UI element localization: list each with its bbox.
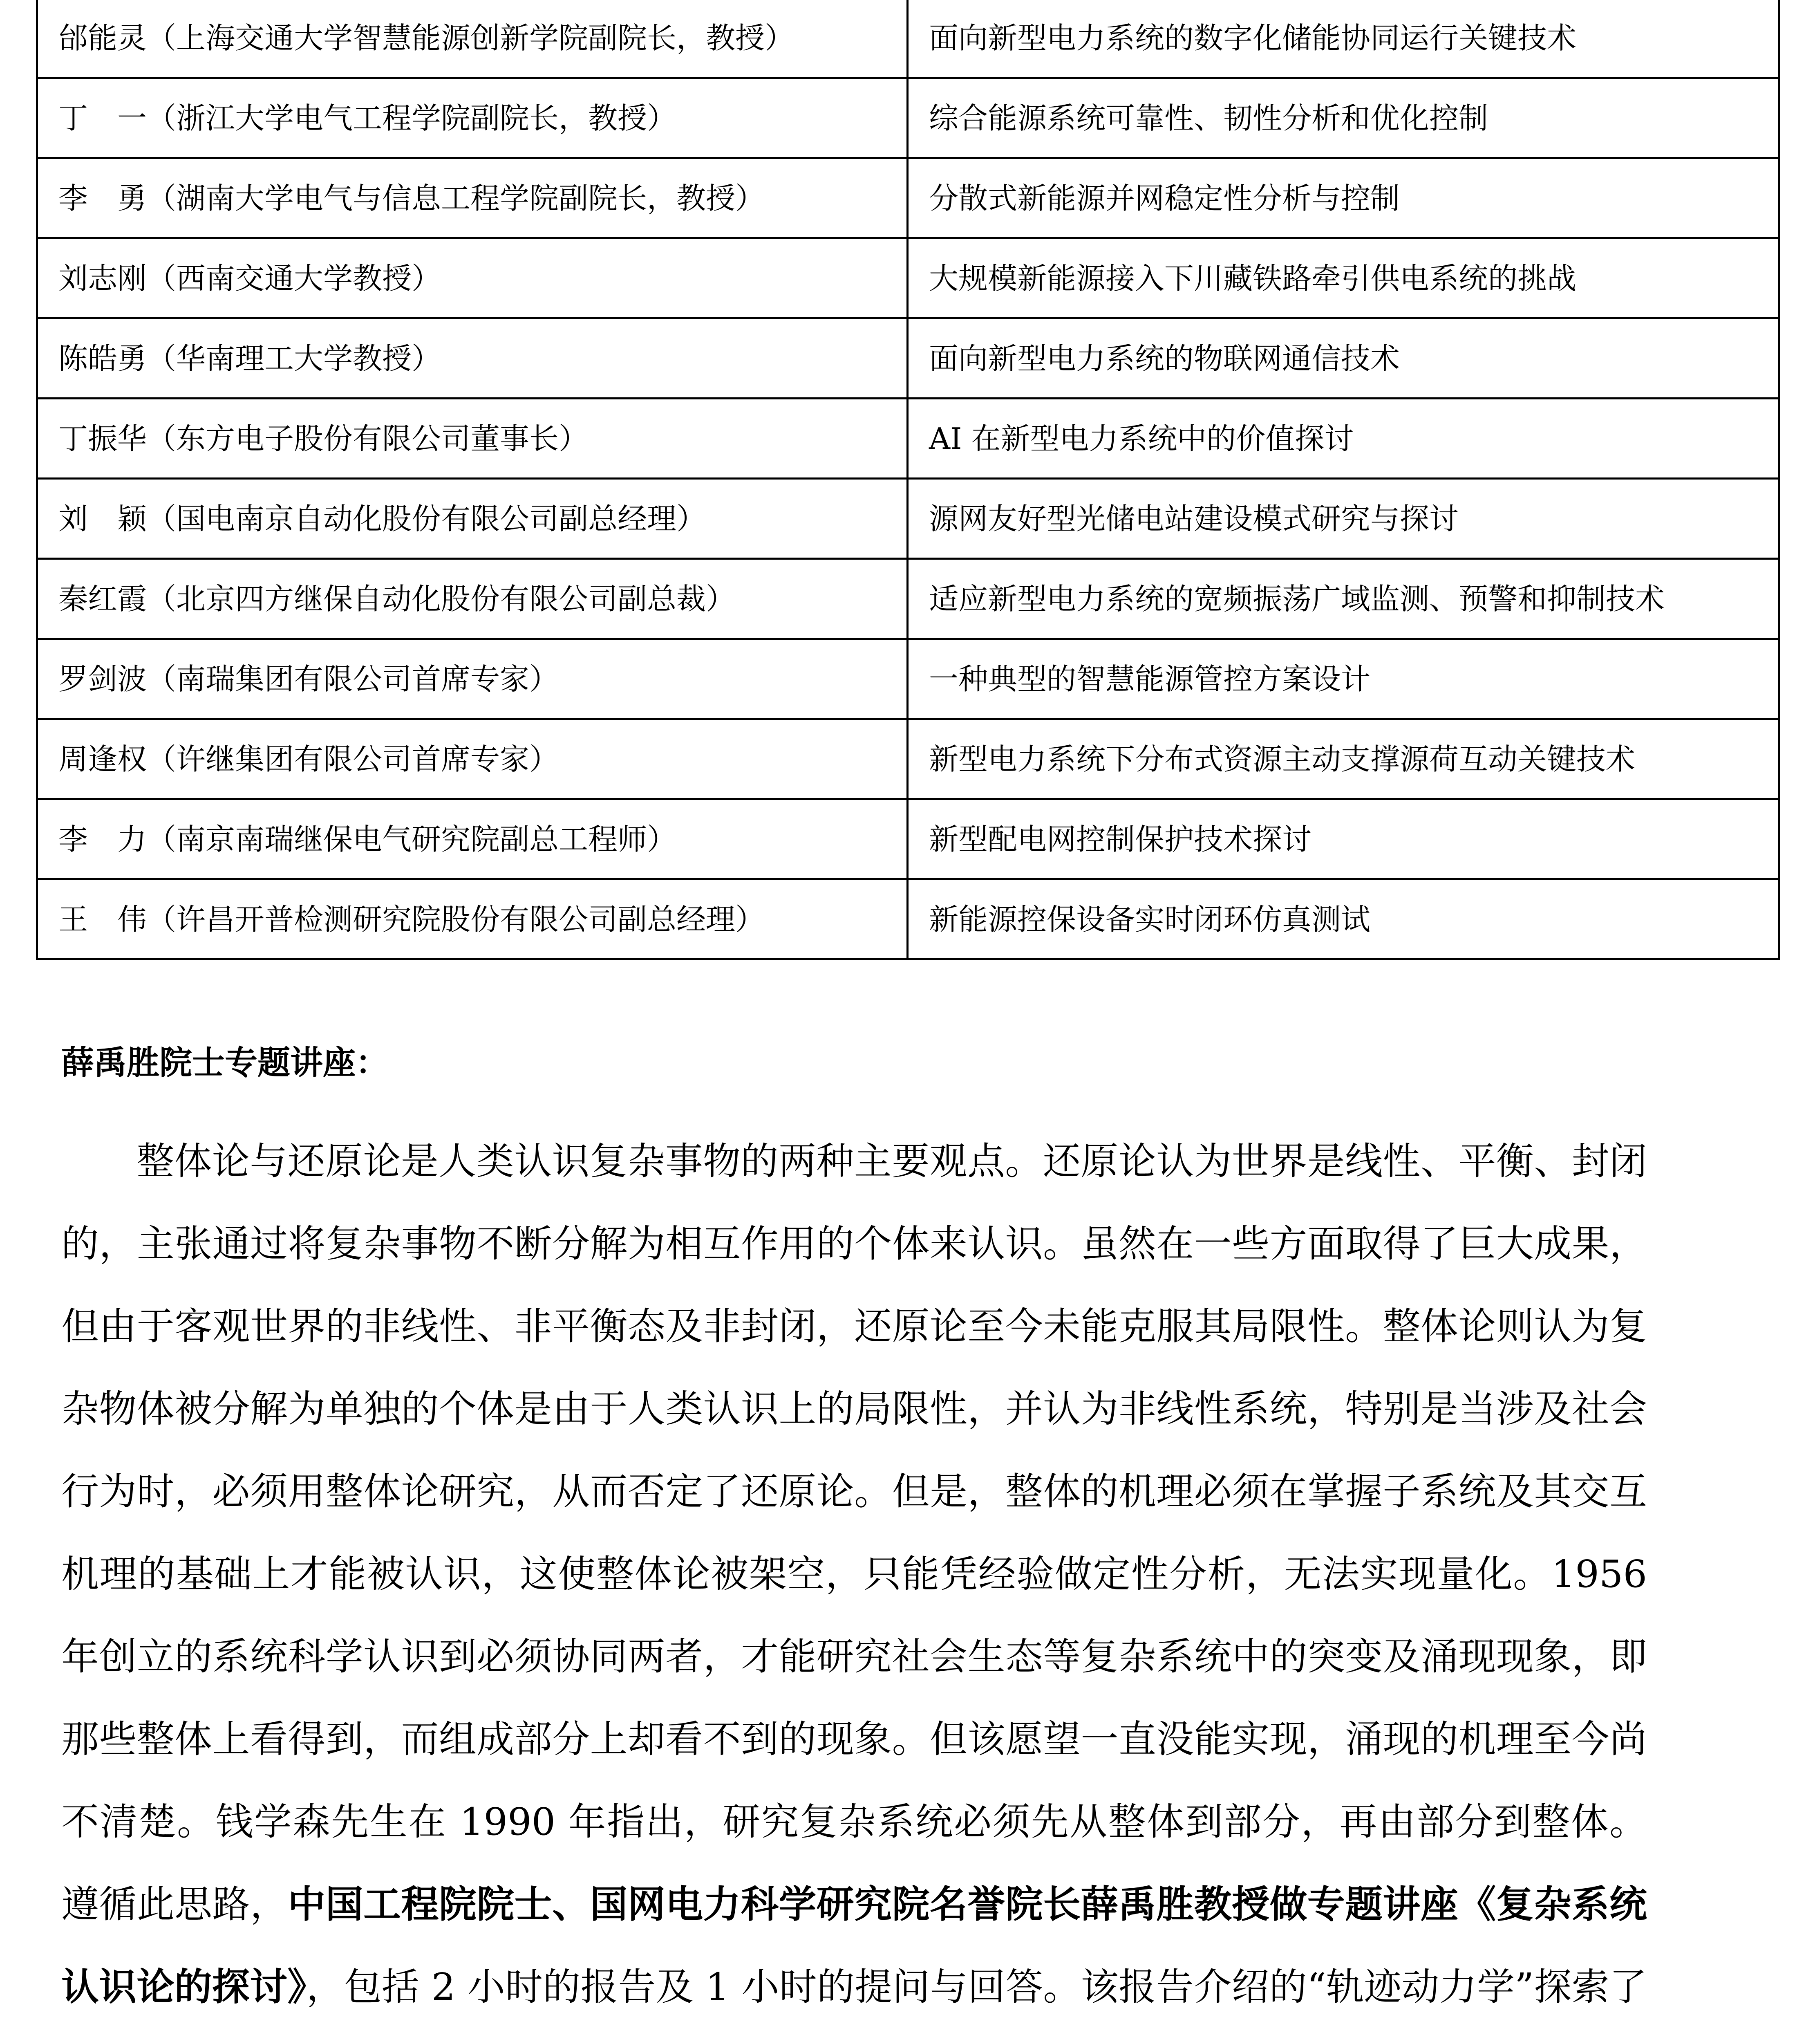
topic-cell: 分散式新能源并网稳定性分析与控制 [908,158,1779,238]
topic-cell: 大规模新能源接入下川藏铁路牵引供电系统的挑战 [908,238,1779,318]
speaker-cell: 陈皓勇（华南理工大学教授） [37,318,908,399]
table-row [37,719,1779,799]
table-row [37,479,1779,559]
topic-cell: 新型电力系统下分布式资源主动支撑源荷互动关键技术 [908,719,1779,799]
speaker-cell: 丁 一（浙江大学电气工程学院副院长，教授） [37,78,908,158]
paragraph-text-part2: ，包括 2 小时的报告及 1 小时的提问与回答。该报告介绍的“轨迹动力学”探索了 [306,1965,1647,2009]
speaker-cell: 李 力（南京南瑞继保电气研究院副总工程师） [37,799,908,879]
topic-cell: AI 在新型电力系统中的价值探讨 [908,399,1779,479]
table-row [37,318,1779,399]
speaker-cell: 刘志刚（西南交通大学教授） [37,238,908,318]
table-row [37,639,1779,719]
lecture-paragraph [61,1120,1647,2044]
section-heading: 薛禹胜院士专题讲座： [61,1044,388,1082]
table-row [37,238,1779,318]
table-row [37,879,1779,959]
topic-cell: 一种典型的智慧能源管控方案设计 [908,639,1779,719]
speaker-cell: 丁振华（东方电子股份有限公司董事长） [37,399,908,479]
topic-cell: 综合能源系统可靠性、韧性分析和优化控制 [908,78,1779,158]
table-row [37,158,1779,238]
speaker-cell: 周逢权（许继集团有限公司首席专家） [37,719,908,799]
table-row [37,799,1779,879]
table-row [37,399,1779,479]
topic-cell: 新能源控保设备实时闭环仿真测试 [908,879,1779,959]
paragraph-bold-highlight: 中国工程院院士、国网电力科学研究院名誉院长薛禹胜教授做专题讲座《复杂系统认识论的探讨》 [61,1883,1647,2009]
speaker-cell: 刘 颖（国电南京自动化股份有限公司副总经理） [37,479,908,559]
speaker-cell: 罗剑波（南瑞集团有限公司首席专家） [37,639,908,719]
speaker-cell: 秦红霞（北京四方继保自动化股份有限公司副总裁） [37,559,908,639]
topic-cell: 面向新型电力系统的数字化储能协同运行关键技术 [908,0,1779,78]
speaker-cell: 邰能灵（上海交通大学智慧能源创新学院副院长，教授） [37,0,908,78]
table-row [37,0,1779,78]
table-row [37,78,1779,158]
speaker-schedule-table [36,0,1780,960]
speaker-cell: 王 伟（许昌开普检测研究院股份有限公司副总经理） [37,879,908,959]
topic-cell: 适应新型电力系统的宽频振荡广域监测、预警和抑制技术 [908,559,1779,639]
speaker-cell: 李 勇（湖南大学电气与信息工程学院副院长，教授） [37,158,908,238]
topic-cell: 源网友好型光储电站建设模式研究与探讨 [908,479,1779,559]
topic-cell: 新型配电网控制保护技术探讨 [908,799,1779,879]
table-row [37,559,1779,639]
topic-cell: 面向新型电力系统的物联网通信技术 [908,318,1779,399]
paragraph-text-part1: 整体论与还原论是人类认识复杂事物的两种主要观点。还原论认为世界是线性、平衡、封闭的，主张通过将复杂事物不断分解为相互作用的个体来认识。虽然在一些方面取得了巨大成果，但由于客观世界的非线性、非平衡态及非封闭，还原论至今未能克服其局限性。整体论则认为复杂物体被分解为单独的个体是由于人类认识上的局限性，并认为非线性系统，特别是当涉及社会行为时，必须用整体论研究，从而否定了还原论。但是，整体的机理必须在掌握子系统及其交互机理的基础上才能被认识，这使整体论被架空，只能凭经验做定性分析，无法实现量化。1956 年创立的系统科学认识到必须协同两者，才能研究社会生态等复杂系统中的突变及涌现现象，即那些整体上看得到，而组成部分上却看不到的现象。但该愿望一直没能实现，涌现的机理至今尚不清楚。钱学森先生在 1990 年指出，研究复杂系统必须先从整体到部分，再由部分到整体。遵循此思路， [61,1139,1647,1926]
